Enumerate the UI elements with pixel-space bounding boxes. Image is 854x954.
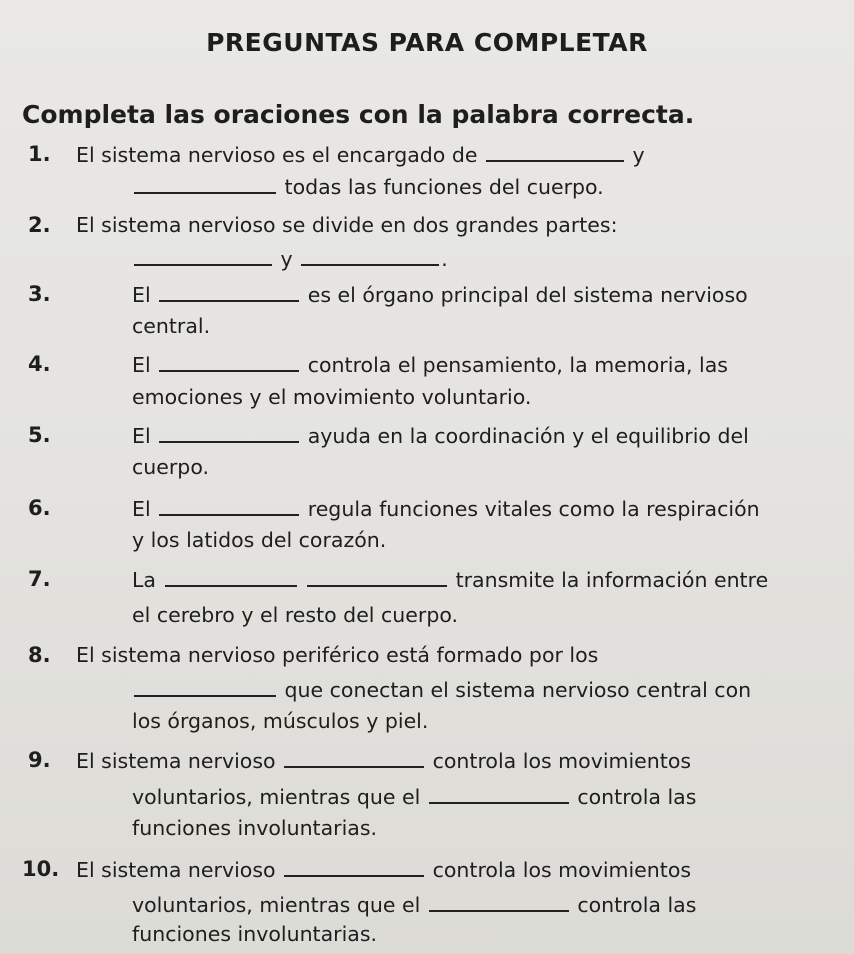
question-text: cuerpo. — [132, 455, 210, 479]
question-text: es el órgano principal del sistema nervioso — [307, 283, 748, 307]
page-title: PREGUNTAS PARA COMPLETAR — [206, 28, 648, 57]
answer-blank[interactable] — [486, 142, 624, 162]
answer-blank[interactable] — [134, 246, 272, 266]
question-text: controla los movimientos — [432, 858, 692, 882]
question-text: voluntarios, mientras que el — [132, 893, 421, 917]
answer-blank[interactable] — [284, 748, 424, 768]
question-number: 10. — [22, 857, 60, 881]
question-text: El sistema nervioso es el encargado de — [76, 143, 478, 167]
answer-blank[interactable] — [429, 892, 569, 912]
question-text: La — [132, 568, 156, 592]
question-text: controla los movimientos — [432, 749, 692, 773]
question-text: El sistema nervioso — [76, 749, 276, 773]
question-text: que conectan el sistema nervioso central con — [284, 678, 752, 702]
question-text: El sistema nervioso periférico está formado por los — [76, 643, 599, 667]
question-text: el cerebro y el resto del cuerpo. — [132, 603, 459, 627]
question-number: 8. — [28, 643, 51, 667]
question-text: voluntarios, mientras que el — [132, 785, 421, 809]
question-text: El — [132, 353, 151, 377]
answer-blank[interactable] — [429, 784, 569, 804]
question-text: . — [441, 247, 448, 271]
answer-blank[interactable] — [159, 496, 299, 516]
question-text: ayuda en la coordinación y el equilibrio del — [307, 424, 749, 448]
question-number: 2. — [28, 213, 51, 237]
question-text: emociones y el movimiento voluntario. — [132, 385, 532, 409]
question-text: El sistema nervioso — [76, 858, 276, 882]
question-text: controla el pensamiento, la memoria, las — [307, 353, 728, 377]
question-text: y — [280, 247, 293, 271]
question-number: 7. — [28, 567, 51, 591]
question-number: 9. — [28, 748, 51, 772]
question-text: y — [632, 143, 645, 167]
question-text: regula funciones vitales como la respiración — [307, 497, 760, 521]
answer-blank[interactable] — [307, 567, 447, 587]
question-text: El — [132, 424, 151, 448]
question-number: 6. — [28, 496, 51, 520]
question-text: los órganos, músculos y piel. — [132, 709, 429, 733]
question-text: y los latidos del corazón. — [132, 528, 387, 552]
answer-blank[interactable] — [134, 677, 276, 697]
question-text: central. — [132, 314, 211, 338]
instruction-text: Completa las oraciones con la palabra correcta. — [22, 100, 695, 129]
question-text: El — [132, 283, 151, 307]
question-text: controla las — [577, 893, 697, 917]
question-text: El sistema nervioso se divide en dos grandes partes: — [76, 213, 618, 237]
question-number: 3. — [28, 282, 51, 306]
question-text: controla las — [577, 785, 697, 809]
question-text: todas las funciones del cuerpo. — [284, 175, 604, 199]
answer-blank[interactable] — [284, 857, 424, 877]
answer-blank[interactable] — [159, 352, 299, 372]
answer-blank[interactable] — [159, 282, 299, 302]
question-text: El — [132, 497, 151, 521]
answer-blank[interactable] — [159, 423, 299, 443]
answer-blank[interactable] — [165, 567, 297, 587]
question-number: 1. — [28, 142, 51, 166]
question-text: transmite la información entre — [455, 568, 769, 592]
answer-blank[interactable] — [301, 246, 439, 266]
answer-blank[interactable] — [134, 174, 276, 194]
question-number: 4. — [28, 352, 51, 376]
question-number: 5. — [28, 423, 51, 447]
question-text: funciones involuntarias. — [132, 922, 378, 946]
question-text: funciones involuntarias. — [132, 816, 378, 840]
